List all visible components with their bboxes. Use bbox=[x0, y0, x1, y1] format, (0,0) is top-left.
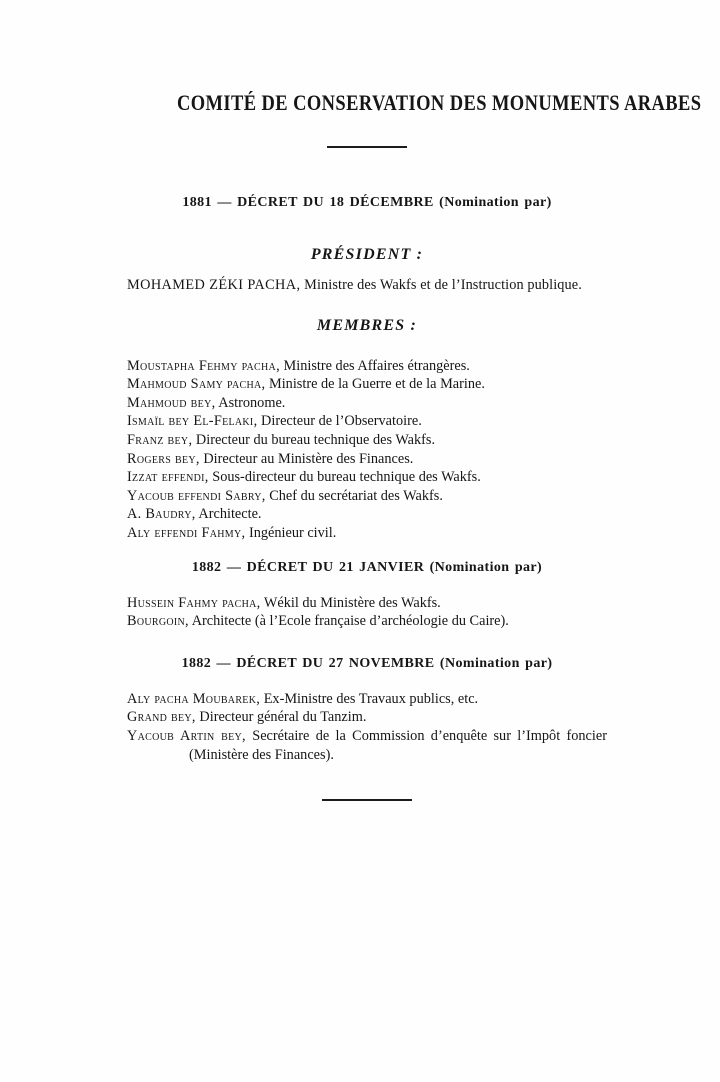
member-row bbox=[127, 727, 607, 764]
member-name: Mahmoud bey, bbox=[127, 394, 216, 411]
member-row bbox=[127, 594, 607, 613]
member-role: Ex-Ministre des Travaux publics, etc. bbox=[263, 690, 479, 707]
president-label: PRÉSIDENT : bbox=[310, 246, 424, 263]
member-role: Secrétaire de la Commission d’enquête sur l’Impôt foncier (Ministère des Finances). bbox=[189, 727, 607, 763]
page-title-text: COMITÉ DE CONSERVATION DES MONUMENTS ARABES bbox=[176, 90, 702, 115]
member-role: Sous-directeur du bureau technique des Wakfs. bbox=[212, 469, 481, 486]
member-role: Architecte. bbox=[198, 506, 262, 523]
member-list-decree-2 bbox=[127, 594, 607, 631]
decree-1-heading: 1881 — DÉCRET DU 18 DÉCEMBRE (Nomination par) bbox=[182, 195, 552, 210]
decree-section-3 bbox=[127, 656, 607, 764]
member-name: Bourgoin, bbox=[127, 613, 189, 630]
member-name: Aly effendi Fahmy, bbox=[127, 524, 246, 541]
member-role: Wékil du Ministère des Wakfs. bbox=[263, 594, 441, 611]
member-role: Directeur de l’Observatoire. bbox=[261, 413, 422, 430]
member-role: Ingénieur civil. bbox=[248, 524, 337, 541]
member-name: A. Baudry, bbox=[127, 506, 196, 523]
member-name: Rogers bey, bbox=[127, 450, 200, 467]
member-name: Izzat effendi, bbox=[127, 469, 209, 486]
member-name: Grand bey, bbox=[127, 709, 196, 726]
member-row bbox=[127, 412, 607, 431]
member-row bbox=[127, 612, 607, 631]
member-role: Chef du secrétariat des Wakfs. bbox=[269, 487, 443, 504]
decree-3-heading: 1882 — DÉCRET DU 27 NOVEMBRE (Nomination par) bbox=[181, 655, 553, 671]
member-name: Yacoub effendi Sabry, bbox=[127, 487, 266, 504]
page-title bbox=[127, 90, 702, 115]
member-row bbox=[127, 468, 607, 487]
member-role: Ministre de la Guerre et de la Marine. bbox=[268, 376, 485, 393]
president-role: Ministre des Wakfs et de l’Instruction publique. bbox=[304, 277, 582, 293]
member-name: Aly pacha Moubarek, bbox=[127, 690, 261, 707]
text-column bbox=[127, 0, 702, 801]
member-name: Ismaïl bey El-Felaki, bbox=[127, 413, 258, 430]
member-name: Mahmoud Samy pacha, bbox=[127, 376, 266, 393]
member-name: Moustapha Fehmy pacha, bbox=[127, 357, 280, 374]
member-role: Directeur au Ministère des Finances. bbox=[203, 450, 414, 467]
president-name: MOHAMED ZÉKI PACHA, bbox=[127, 277, 301, 293]
member-row bbox=[127, 357, 607, 376]
member-role: Directeur du bureau technique des Wakfs. bbox=[195, 431, 436, 448]
member-role: Ministre des Affaires étrangères. bbox=[283, 357, 470, 374]
member-list-decree-3 bbox=[127, 690, 607, 764]
decree-section-1 bbox=[127, 195, 607, 543]
member-row bbox=[127, 690, 607, 709]
member-row bbox=[127, 524, 607, 543]
ornamental-rule-top bbox=[327, 146, 407, 148]
member-role: Directeur général du Tanzim. bbox=[199, 709, 367, 726]
member-row bbox=[127, 450, 607, 469]
member-row bbox=[127, 708, 607, 727]
member-name: Hussein Fahmy pacha, bbox=[127, 594, 261, 611]
member-row bbox=[127, 431, 607, 450]
member-row bbox=[127, 394, 607, 413]
member-name: Yacoub Artin bey, bbox=[127, 727, 246, 744]
member-row bbox=[127, 487, 607, 506]
decree-section-2 bbox=[127, 560, 607, 631]
member-row bbox=[127, 505, 607, 524]
president-entry bbox=[127, 276, 607, 295]
member-list-decree-1 bbox=[127, 357, 607, 543]
decree-2-heading: 1882 — DÉCRET DU 21 JANVIER (Nomination par) bbox=[191, 559, 543, 575]
member-name: Franz bey, bbox=[127, 431, 193, 448]
member-row bbox=[127, 375, 607, 394]
members-label: MEMBRES : bbox=[316, 316, 418, 334]
ornamental-rule-bottom bbox=[322, 799, 412, 801]
member-role: Astronome. bbox=[218, 394, 286, 411]
member-role: Architecte (à l’Ecole française d’archéologie du Caire). bbox=[191, 613, 509, 630]
